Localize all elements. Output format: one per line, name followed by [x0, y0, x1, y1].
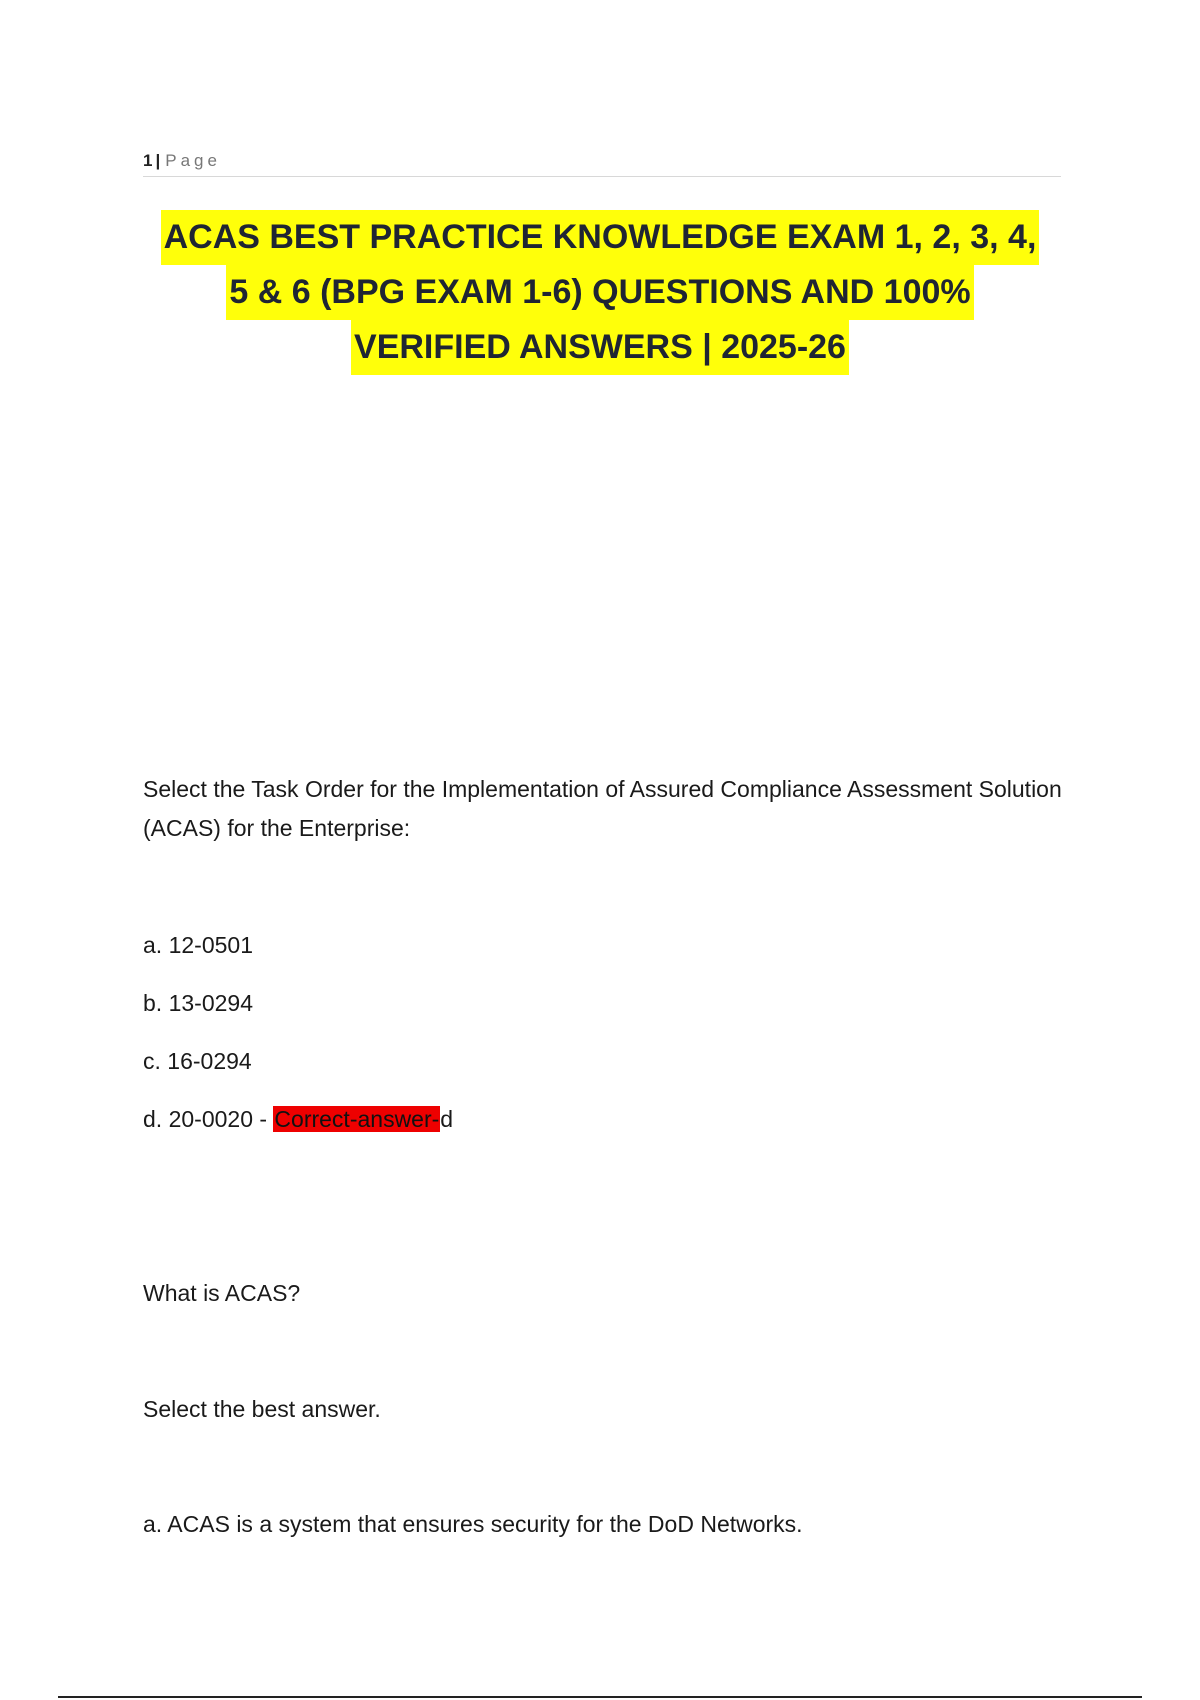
question-1-option-d — [143, 1100, 453, 1139]
header-separator: | — [155, 151, 162, 170]
footer-rule — [58, 1696, 1142, 1698]
question-2-option-a: a. ACAS is a system that ensures security for the DoD Networks. — [143, 1511, 803, 1537]
title-line-1: ACAS BEST PRACTICE KNOWLEDGE EXAM 1, 2, 3, 4, — [161, 210, 1040, 265]
page-number: 1 — [143, 151, 153, 170]
title-line-3: VERIFIED ANSWERS | 2025-26 — [351, 320, 849, 375]
document-title — [100, 210, 1100, 375]
question-2-text: What is ACAS? — [143, 1280, 301, 1306]
page-header — [143, 151, 1061, 177]
title-line-2: 5 & 6 (BPG EXAM 1-6) QUESTIONS AND 100% — [226, 265, 973, 320]
question-1-option-b: b. 13-0294 — [143, 990, 253, 1016]
question-1-option-a: a. 12-0501 — [143, 932, 253, 958]
correct-answer-letter: d — [440, 1106, 454, 1132]
correct-answer-marker: Correct-answer- — [274, 1106, 440, 1132]
option-d-text: d. 20-0020 - — [143, 1106, 274, 1132]
question-2-instruction: Select the best answer. — [143, 1396, 381, 1422]
page-label: Page — [165, 151, 221, 170]
question-1-text: Select the Task Order for the Implementation of Assured Compliance Assessment Solution (ACAS) for the Enterprise: — [143, 776, 1062, 841]
question-1-option-c: c. 16-0294 — [143, 1048, 252, 1074]
